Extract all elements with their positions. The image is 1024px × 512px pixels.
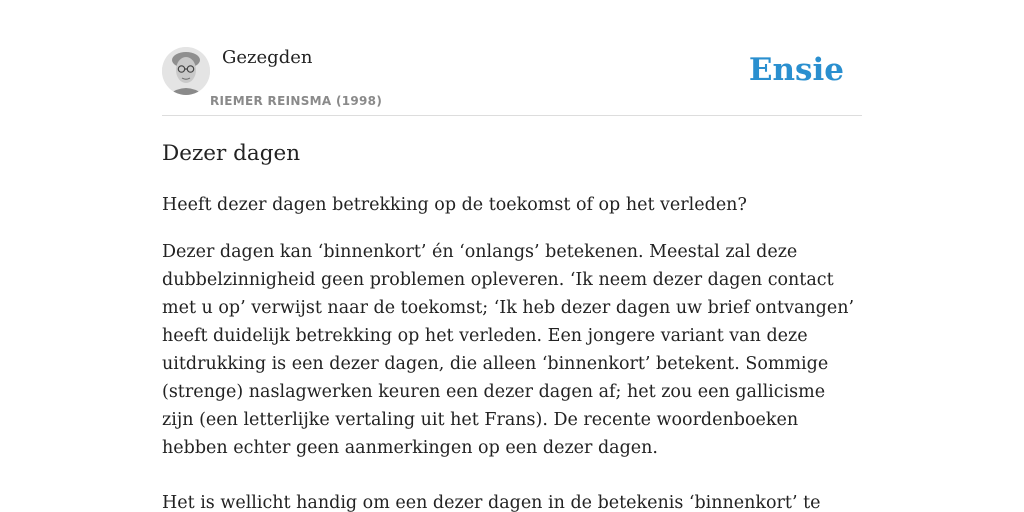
header <box>162 46 862 116</box>
article-question: Heeft dezer dagen betrekking op de toekomst of op het verleden? <box>162 195 747 215</box>
author-avatar[interactable] <box>162 47 210 95</box>
ensie-logo[interactable]: Ensie <box>748 52 844 88</box>
author-portrait-icon <box>162 47 210 95</box>
article-paragraph: Dezer dagen kan ‘binnenkort’ én ‘onlangs’ betekenen. Meestal zal deze dubbelzinnigheid geen problemen opleveren. ‘Ik neem dezer dagen contact met u op’ verwijst naar de toekomst; ‘Ik heb dezer dagen uw brief ontvangen’ heeft duidelijk betrekking op het verleden. Een jongere variant van deze uitdrukking is een dezer dagen, die alleen ‘binnenkort’ betekent. Sommige (strenge) naslagwerken keuren een dezer dagen af; het zou een gallicisme zijn (een letterlijke vertaling uit het Frans). De recente woordenboeken hebben echter geen aanmerkingen op een dezer dagen. <box>162 242 855 458</box>
collection-title-link[interactable]: Gezegden <box>222 47 313 68</box>
author-byline: RIEMER REINSMA (1998) <box>210 94 383 108</box>
article <box>162 136 862 512</box>
article-paragraph: Het is wellicht handig om een dezer dagen in de betekenis ‘binnenkort’ te <box>162 493 821 512</box>
article-title: Dezer dagen <box>162 141 301 166</box>
